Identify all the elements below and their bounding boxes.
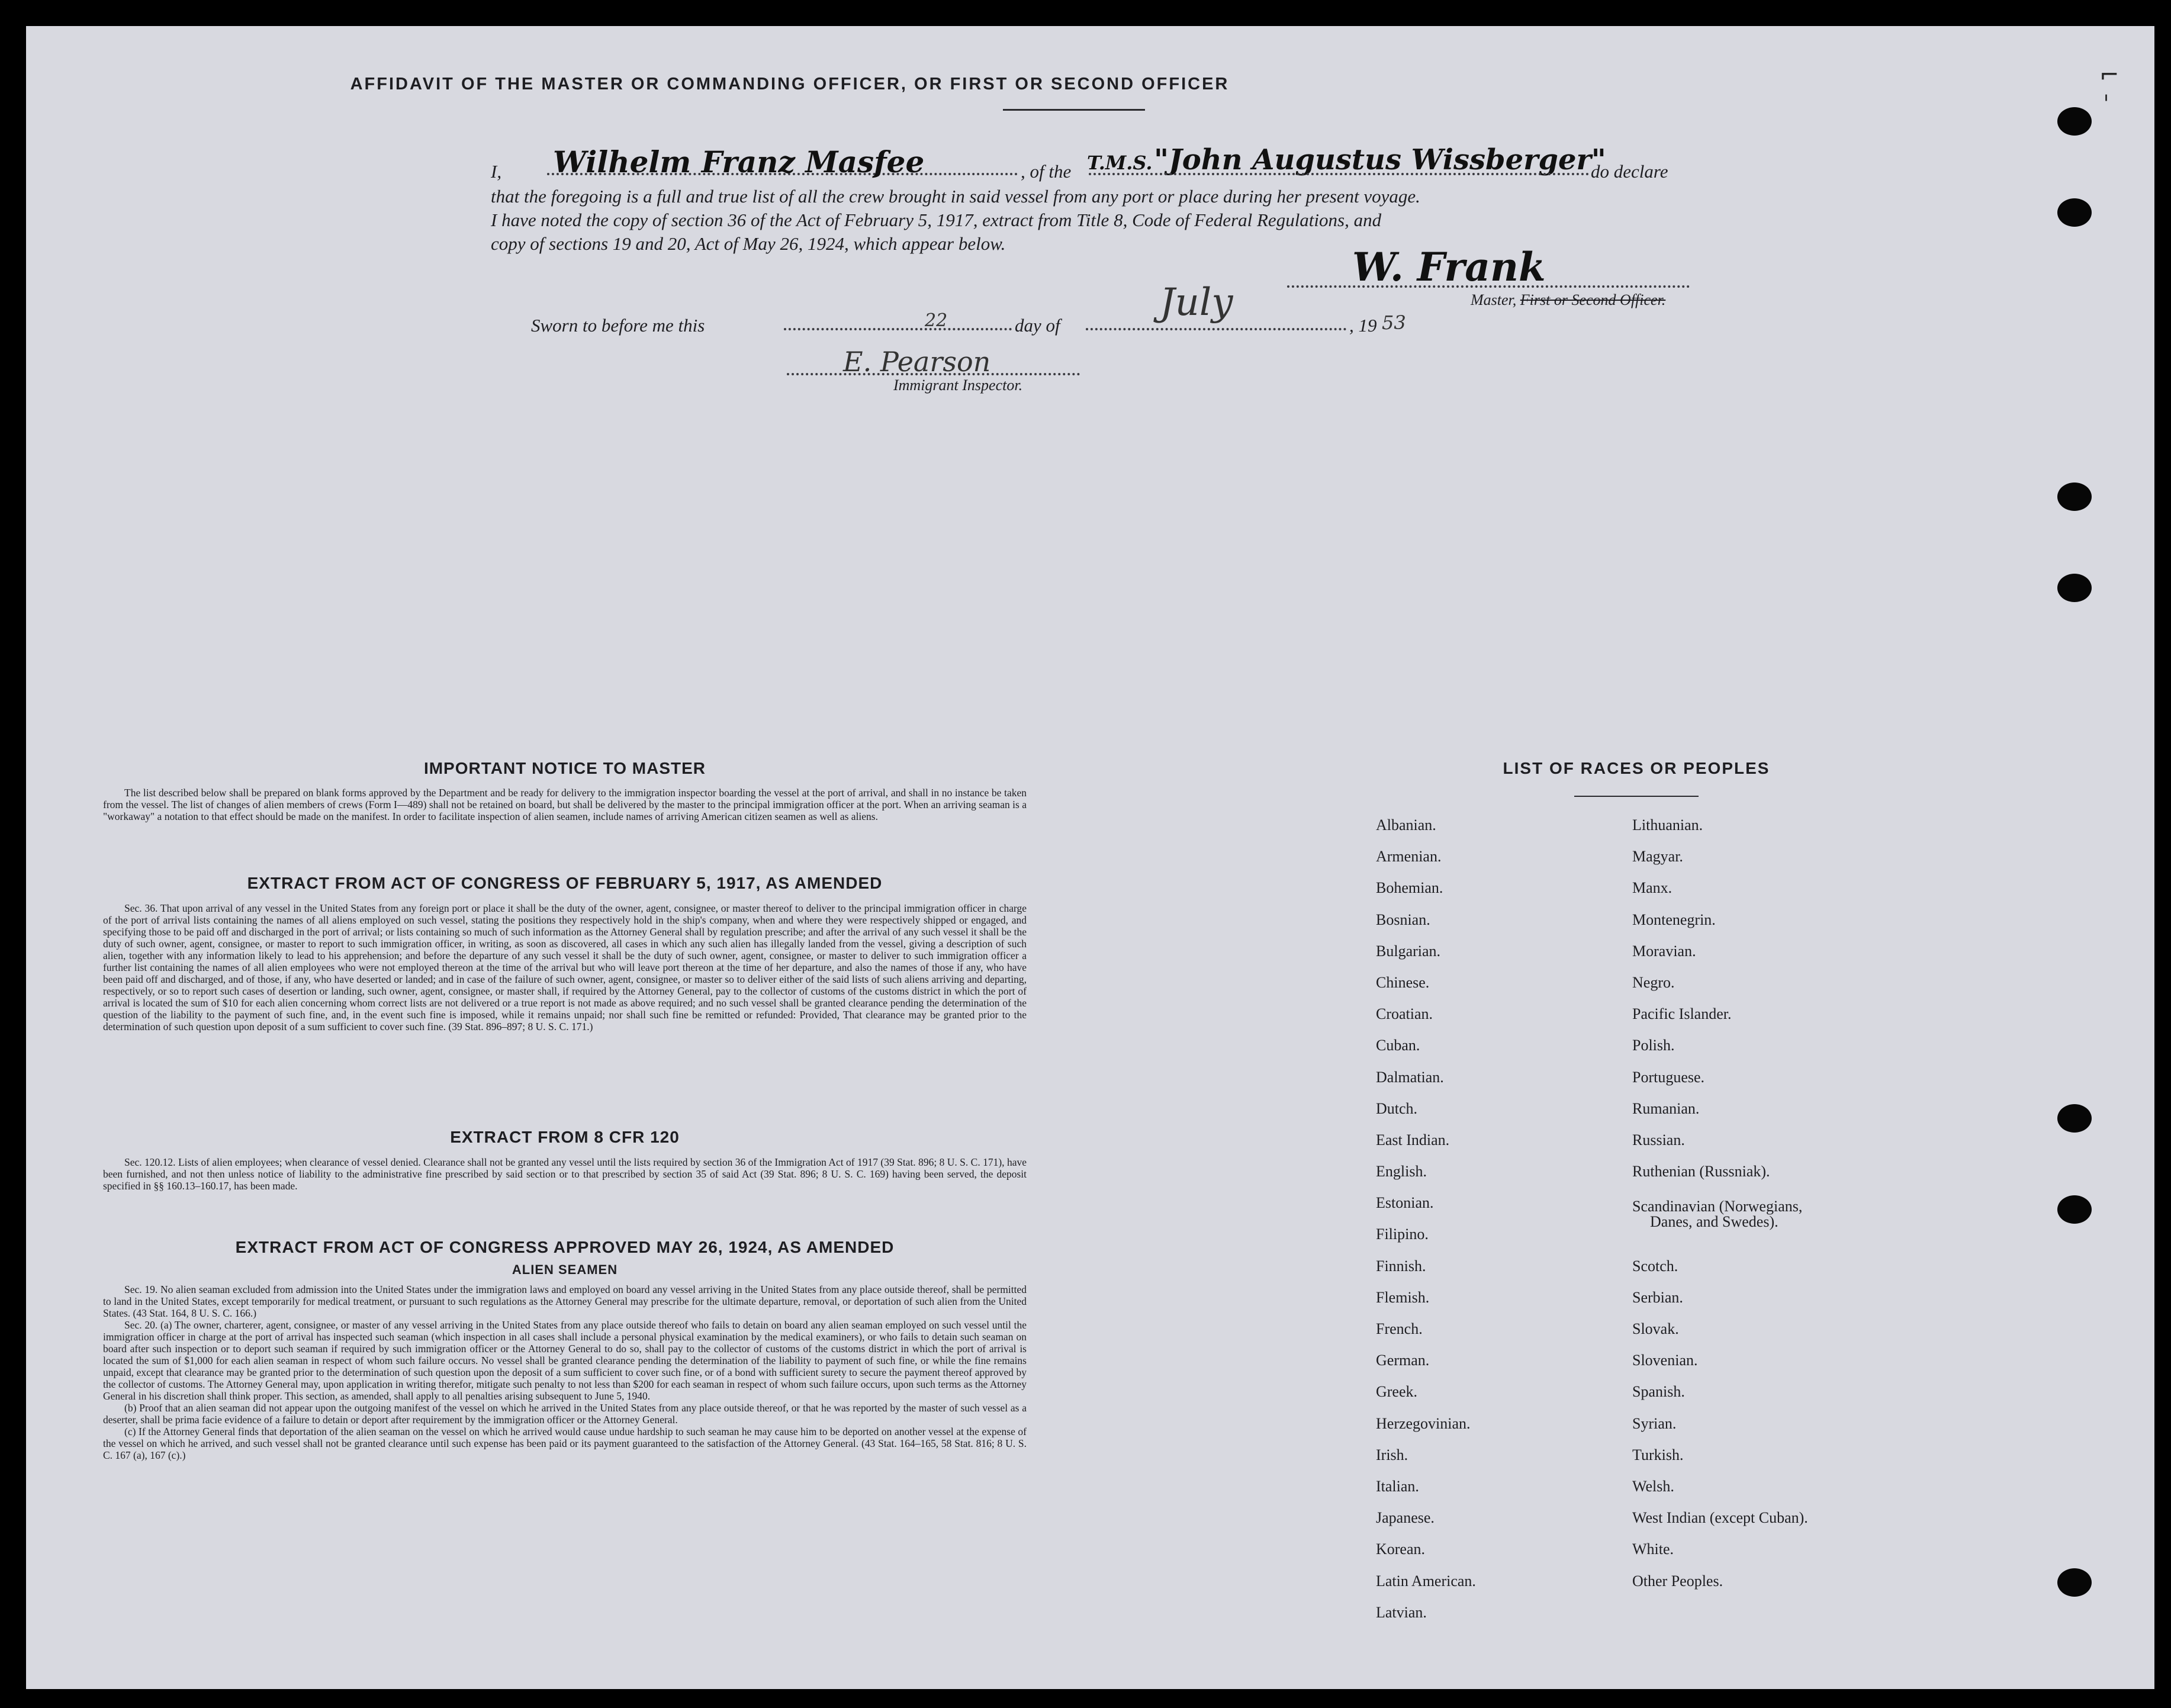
race-item: Albanian. [1376, 816, 1436, 834]
race-item: Syrian. [1632, 1414, 1677, 1432]
race-item: Dutch. [1376, 1099, 1418, 1117]
race-item: Flemish. [1376, 1288, 1430, 1306]
punch-hole [2057, 483, 2092, 511]
handwritten-vessel-prefix: T.M.S. [1087, 152, 1153, 174]
extract-1917-title: EXTRACT FROM ACT OF CONGRESS OF FEBRUARY 5, 1917, AS AMENDED [247, 874, 883, 892]
race-item: Spanish. [1632, 1383, 1685, 1401]
signature-line [1287, 285, 1690, 288]
sworn-label: Sworn to before me this [531, 315, 705, 336]
race-item: Welsh. [1632, 1477, 1674, 1495]
vessel-name-field [1089, 173, 1589, 175]
struck-officer-label: First or Second Officer. [1520, 291, 1666, 308]
do-declare-label: do declare [1591, 161, 1668, 182]
race-item: Latin American. [1376, 1572, 1476, 1590]
races-left-column [1376, 816, 1476, 1635]
punch-hole [2057, 107, 2092, 136]
punch-hole [2057, 1568, 2092, 1597]
race-item: Manx. [1632, 879, 1673, 897]
punch-hole [2057, 1104, 2092, 1133]
race-item: Armenian. [1376, 848, 1442, 866]
punch-hole [2057, 1195, 2092, 1224]
sworn-day-field [784, 328, 1012, 330]
affidavit-line-3: I have noted the copy of section 36 of the Act of February 5, 1917, extract from Title 8, Code of Federal Regulations, and [491, 210, 1382, 230]
handwritten-month: July [1160, 281, 1233, 324]
race-item: Dalmatian. [1376, 1068, 1444, 1086]
races-title: LIST OF RACES OR PEOPLES [1503, 759, 1770, 777]
extract-1917-body: Sec. 36. That upon arrival of any vessel in the United States from any foreign port or place it shall be the duty of the owner, agent, consignee, or master thereof to deliver to the principal immigration officer in charge of the port of arrival lists containing the names of all aliens employed on such vessel, stating the positions they respectively hold in the ship's company, when and where they were respectively shipped or engaged, and specifying those to be paid off and discharged in the port of arrival; or lists containing so much of such information as the Attorney General shall by regulation prescribe; and after the arrival of any such vessel it shall be the duty of such owner, agent, consignee, or master to report to such immigration officer, in writing, as soon as discovered, all cases in which any such alien has illegally landed from the vessel, giving a description of such alien, together with any information likely to lead to his apprehension; and before the departure of any such vessel it shall be the duty of such owner, agent, consignee, or master to deliver to such immigration officer a further list containing the names of all alien employees who were not employed thereon at the time of the arrival but who will leave port thereon at the time of her departure, and also the names of those if any, who have been paid off and discharged, and of those, if any, who have deserted or landed; and in case of the failure of such owner, agent, consignee, or master so to deliver either of the said lists of such aliens arriving and departing, respectively, or so to report such cases of desertion or landing, such owner, agent, consignee, or master shall, if required by the Attorney General, pay to the collector of customs of the customs district in which the port of arrival is located the sum of $10 for each alien concerning whom correct lists are not delivered or a true report is not made as above required; and no such vessel shall be granted clearance pending the determination of the question of the liability to the payment of such fine, and, in the event such fine is imposed, while it remains unpaid; nor shall such fine be remitted or refunded: Provided, That clearance may be granted prior to the determination of such question upon deposit of a sum sufficient to cover such fine. (39 Stat. 896–897; 8 U. S. C. 171.) [103, 902, 1027, 1032]
race-item: Ruthenian (Russniak). [1632, 1163, 1770, 1181]
race-item: East Indian. [1376, 1131, 1450, 1149]
race-item: Moravian. [1632, 942, 1696, 960]
race-item: Latvian. [1376, 1603, 1427, 1621]
day-of-label: day of [1015, 315, 1060, 336]
extract-cfr-title: EXTRACT FROM 8 CFR 120 [450, 1128, 680, 1146]
race-item: German. [1376, 1352, 1430, 1369]
document-page [26, 26, 2154, 1689]
affidavit-line-2: that the foregoing is a full and true list of all the crew brought in said vessel from any port or place during her present voyage. [491, 186, 1420, 207]
race-item: Bulgarian. [1376, 942, 1441, 960]
extract-1924-title: EXTRACT FROM ACT OF CONGRESS APPROVED MAY 26, 1924, AS AMENDED [235, 1238, 895, 1256]
punch-hole [2057, 198, 2092, 227]
race-item: Estonian. [1376, 1194, 1434, 1212]
race-item: Croatian. [1376, 1005, 1433, 1023]
race-item: Filipino. [1376, 1225, 1429, 1243]
race-item: Bosnian. [1376, 911, 1430, 928]
race-item: Other Peoples. [1632, 1572, 1723, 1590]
race-item: Slovak. [1632, 1320, 1679, 1338]
race-item: Turkish. [1632, 1446, 1684, 1463]
handwritten-master-name: Wilhelm Franz Masfee [553, 144, 925, 179]
inspector-label: Immigrant Inspector. [893, 377, 1023, 394]
race-item-scandinavian: Scandinavian (Norwegians, Danes, and Swedes). [1632, 1198, 1803, 1231]
races-title-rule [1574, 796, 1699, 797]
race-item: Rumanian. [1632, 1099, 1700, 1117]
race-item: Negro. [1632, 973, 1675, 991]
punch-hole [2057, 574, 2092, 602]
race-item: Irish. [1376, 1446, 1408, 1463]
race-item: Magyar. [1632, 848, 1683, 866]
edge-mark: ⌐ [2099, 62, 2119, 89]
extract-cfr-body: Sec. 120.12. Lists of alien employees; when clearance of vessel denied. Clearance shall not be granted any vessel until the lists required by section 36 of the Immigration Act of 1917 (39 Stat. 896; 8 U. S. C. 171), have been furnished, and not then unless notice of liability to the administrative fine prescribed by said section or to that prescribed by section 35 of said Act (39 Stat. 896; 8 U. S. C. 169) having been served, the deposit specified in §§ 160.13–160.17, has been made. [103, 1156, 1027, 1192]
handwritten-vessel-name: "John Augustus Wissberger" [1154, 143, 1606, 176]
race-item: Bohemian. [1376, 879, 1443, 897]
race-item: Korean. [1376, 1540, 1426, 1558]
race-item: Russian. [1632, 1131, 1685, 1149]
handwritten-day: 22 [925, 310, 948, 331]
race-item: Polish. [1632, 1037, 1675, 1054]
race-item: Lithuanian. [1632, 816, 1703, 834]
edge-mark: ˈ [2103, 91, 2109, 118]
master-label: Master, First or Second Officer. [1471, 291, 1666, 308]
title-rule [1003, 109, 1145, 111]
races-right-column [1632, 816, 1808, 1604]
race-item: Greek. [1376, 1383, 1418, 1401]
race-item: White. [1632, 1540, 1674, 1558]
race-item: Montenegrin. [1632, 911, 1716, 928]
race-item: Serbian. [1632, 1288, 1683, 1306]
affidavit-line-4: copy of sections 19 and 20, Act of May 26, 1924, which appear below. [491, 233, 1006, 254]
affidavit-title: AFFIDAVIT OF THE MASTER OR COMMANDING OFFICER, OR FIRST OR SECOND OFFICER [350, 75, 1230, 94]
race-item: French. [1376, 1320, 1423, 1337]
master-signature: W. Frank [1352, 244, 1546, 290]
race-item: Scotch. [1632, 1257, 1678, 1275]
extract-1924-body: Sec. 19. No alien seaman excluded from admission into the United States under the immigration laws and employed on board any vessel arriving in the United States from any place outside thereof, shall be permitted to land in the United States, except temporarily for medical treatment, or pursuant to such regulations as the Attorney General may prescribe for the ultimate departure, removal, or deportation of such alien from the United States. (43 Stat. 164, 8 U. S. C. 166.) Sec. 20. (a) The owner, charterer, agent, consignee, or master of any vessel arriving in the United States from any place outside thereof who fails to detain on board any alien seaman employed on such vessel until the immigration officer in charge at the port of arrival has inspected such seaman (which inspection in all cases shall include a personal physical examination by the medical examiners), or who fails to detain such seaman on board after such inspection or to deport such seaman if required by such immigration officer or the Attorney General to do so, shall pay to the collector of customs of the customs district in which the port of arrival is located the sum of $1,000 for each alien seaman in respect of whom such failure occurs. No vessel shall be granted clearance pending the determination of the liability to payment of such fine, or while the fine remains unpaid, except that clearance may be granted prior to the determination of such question upon the deposit of a sum sufficient to cover such fine, or of a bond with sufficient surety to secure the payment thereof approved by the collector of customs. The Attorney General may, upon application in writing therefor, mitigate such penalty to not less than $200 for each seaman in respect of whom such failure occurs, upon such terms as the Attorney General in his discretion shall think proper. This section, as amended, shall apply to all penalties arising subsequent to June 5, 1940. (b) Proof that an alien seaman did not appear upon the outgoing manifest of the vessel on which he arrived in the United States from any place outside thereof, or that he was reported by the master of such vessel as a deserter, shall be prima facie evidence of a failure to detain or deport after requirement by the immigration officer or the Attorney General. (c) If the Attorney General finds that deportation of the alien seaman on the vessel on which he arrived would cause undue hardship to such seaman he may cause him to be deported on another vessel at the expense of the vessel on which he arrived, and such vessel shall not be granted clearance until such expense has been paid or its payment guaranteed to the satisfaction of the Attorney General. (43 Stat. 164–165, 58 Stat. 816; 8 U. S. C. 167 (a), 167 (c).) [103, 1284, 1027, 1461]
month-field [1086, 328, 1346, 330]
race-item: Herzegovinian. [1376, 1414, 1471, 1432]
race-item: Pacific Islander. [1632, 1005, 1732, 1023]
race-item: Italian. [1376, 1477, 1419, 1495]
race-item: Japanese. [1376, 1509, 1435, 1527]
notice-body: The list described below shall be prepared on blank forms approved by the Department and be ready for delivery to the immigration inspector boarding the vessel at the port of arrival, and shall in no instance be taken from the vessel. The list of changes of alien members of crews (Form I—489) shall not be retained on board, but shall be delivered by the master to the principal immigration officer at the port. When an arriving seaman is a "workaway" a notation to that effect should be made on the manifest. In order to facilitate inspection of alien seamen, include names of arriving American citizen seamen as well as aliens. [103, 787, 1027, 822]
race-item: Chinese. [1376, 973, 1430, 991]
affidavit-line-1: I, [491, 161, 502, 182]
of-the-label: , of the [1021, 161, 1072, 182]
race-item: West Indian (except Cuban). [1632, 1509, 1808, 1527]
notice-title: IMPORTANT NOTICE TO MASTER [423, 759, 706, 777]
handwritten-year: 53 [1382, 311, 1406, 334]
inspector-line [787, 373, 1080, 375]
race-item: Slovenian. [1632, 1352, 1698, 1369]
inspector-signature: E. Pearson [843, 346, 991, 378]
year-label: , 19 [1349, 315, 1377, 336]
extract-1924-subtitle: ALIEN SEAMEN [512, 1262, 618, 1277]
race-item: Finnish. [1376, 1257, 1426, 1275]
race-item: Portuguese. [1632, 1068, 1705, 1086]
race-item: English. [1376, 1163, 1427, 1181]
race-item: Cuban. [1376, 1037, 1420, 1054]
